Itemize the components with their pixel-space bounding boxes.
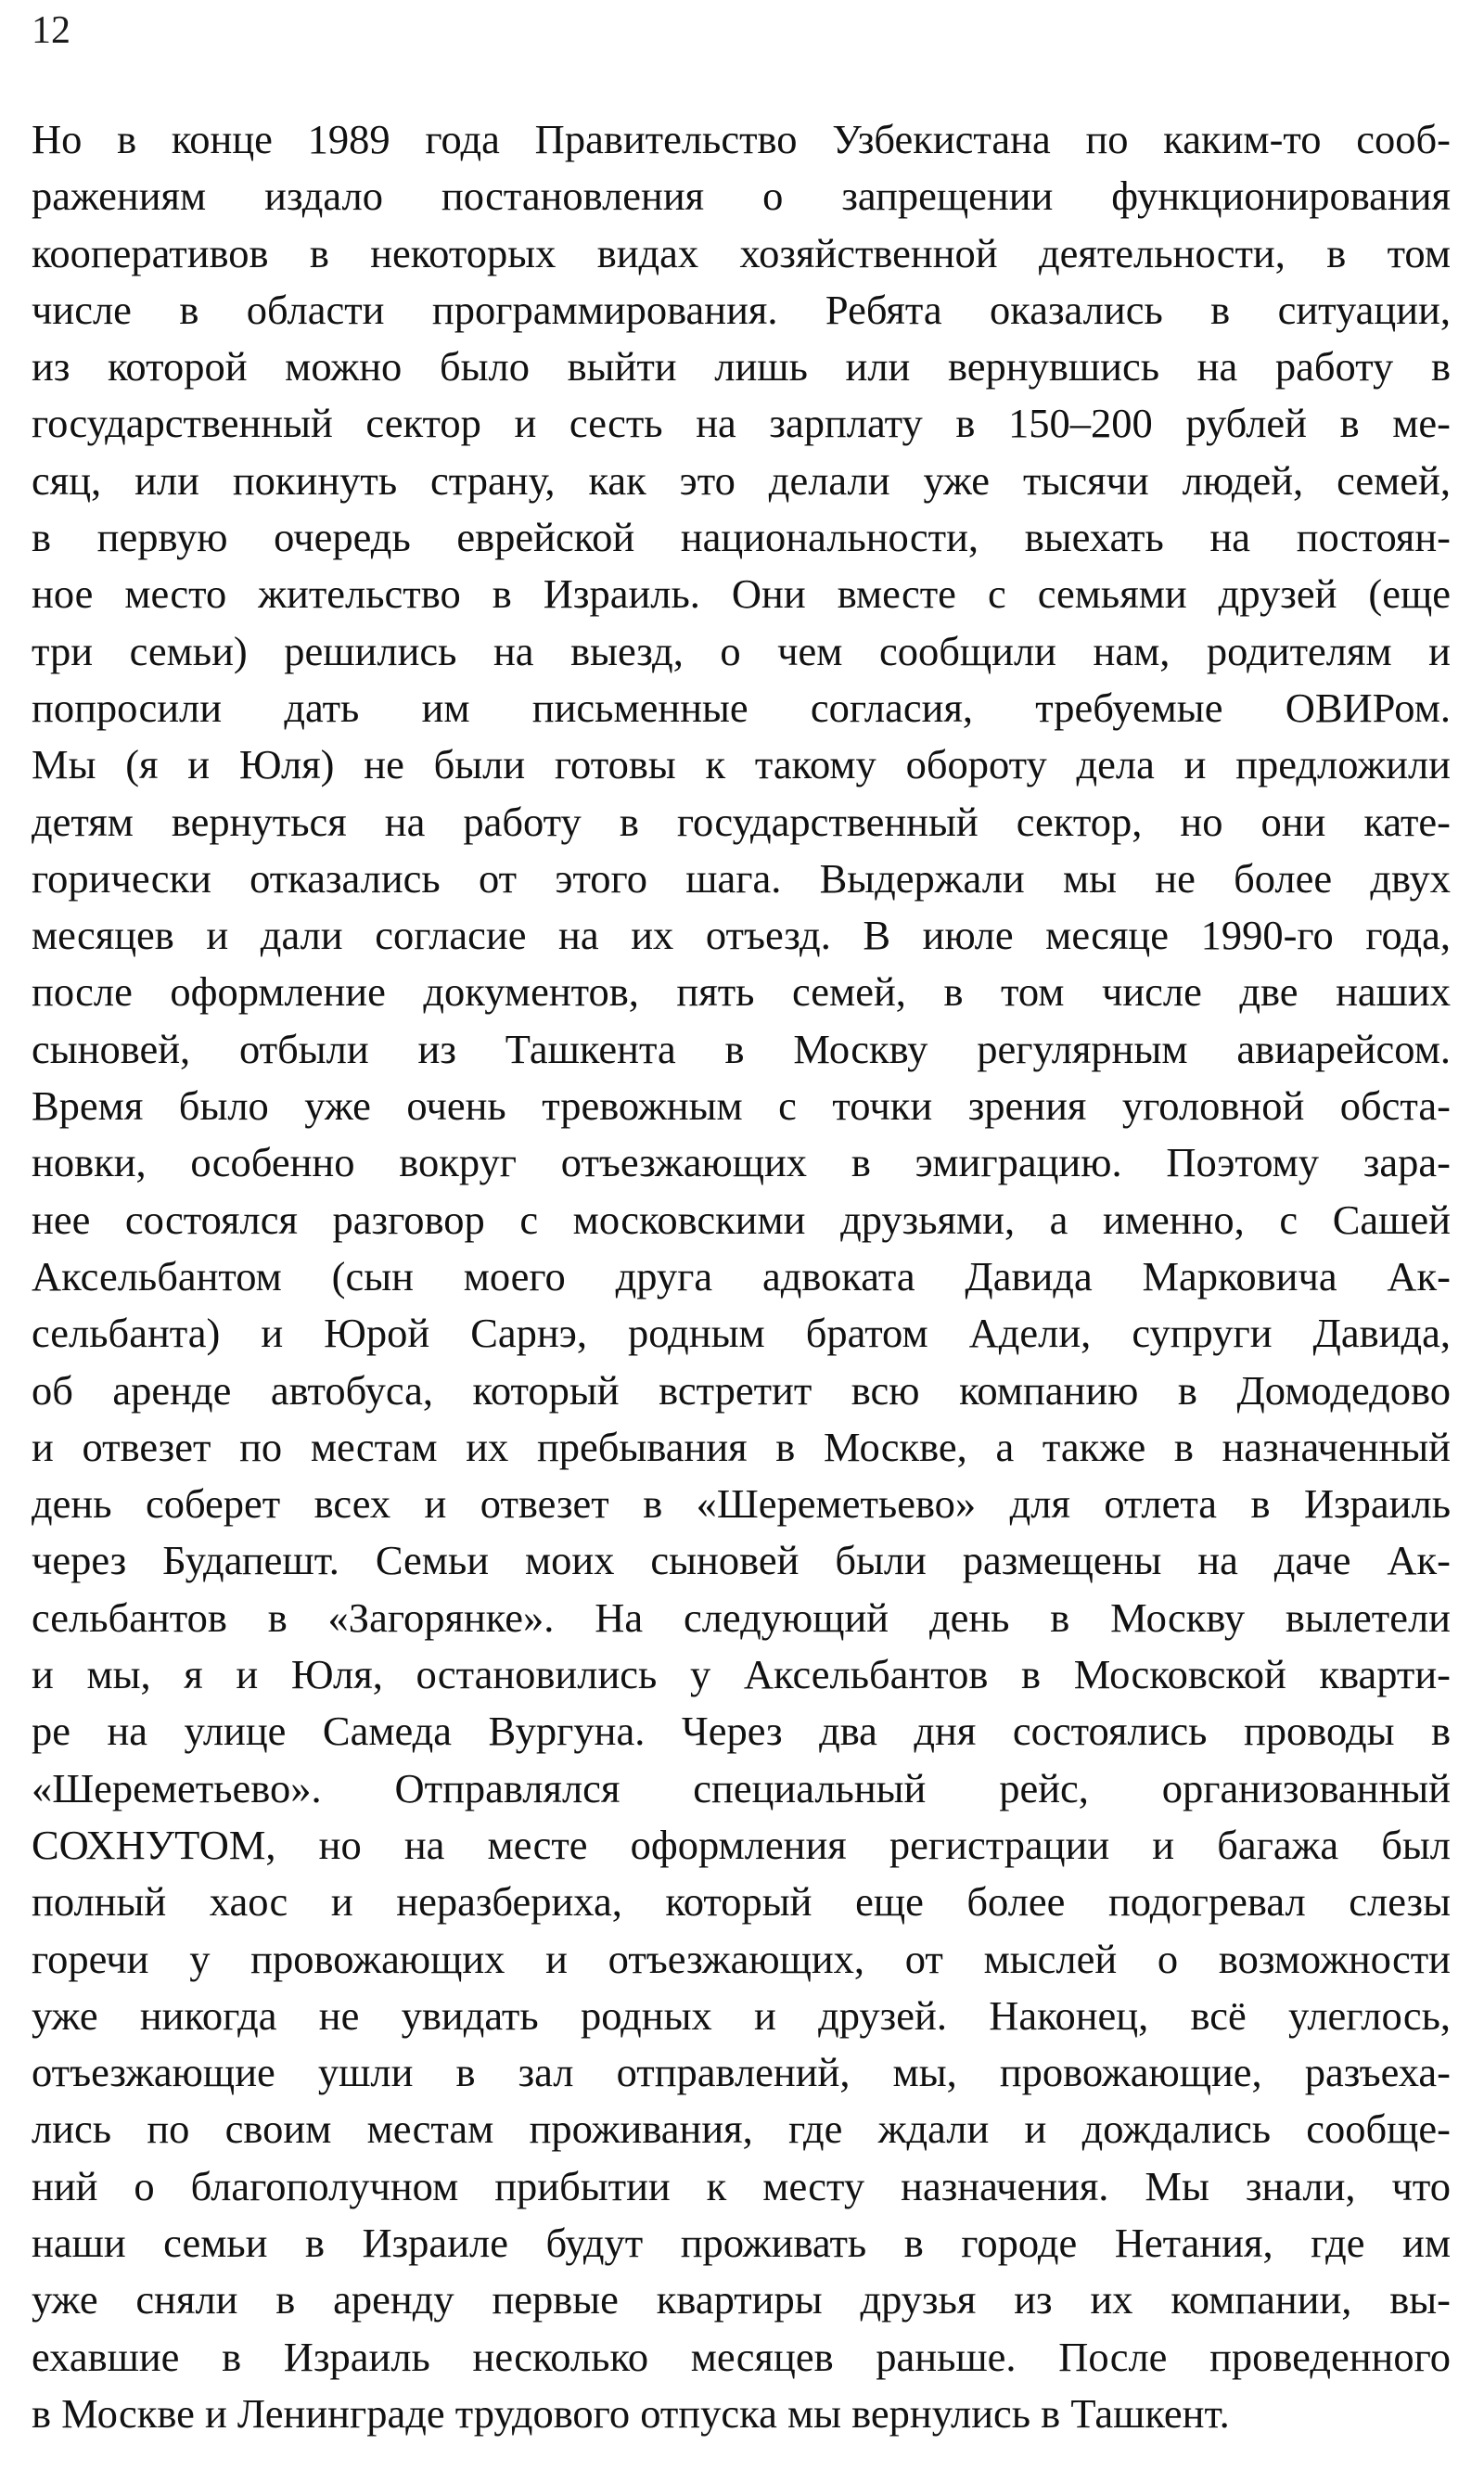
text-line: детям вернуться на работу в государственный сектор, но они кате-: [32, 798, 1451, 845]
text-line: ное место жительство в Израиль. Они вместе с семьями друзей (еще: [32, 570, 1451, 618]
text-line: кооперативов в некоторых видах хозяйственной деятельности, в том: [32, 229, 1451, 276]
text-line: сельбанта) и Юрой Сарнэ, родным братом Адели, супруги Давида,: [32, 1310, 1451, 1357]
text-line: уже никогда не увидать родных и друзей. Наконец, всё улеглось,: [32, 1991, 1451, 2039]
body-text: [32, 111, 1451, 2442]
text-line: сыновей, отбыли из Ташкента в Москву регулярным авиарейсом.: [32, 1025, 1451, 1072]
text-line: нее состоялся разговор с московскими друзьями, а именно, с Сашей: [32, 1196, 1451, 1243]
text-line: ехавшие в Израиль несколько месяцев раньше. После проведенного: [32, 2333, 1451, 2380]
text-line: Время было уже очень тревожным с точки зрения уголовной обста-: [32, 1082, 1451, 1130]
text-line: в первую очередь еврейской национальности, выехать на постоян-: [32, 514, 1451, 561]
text-line: горически отказались от этого шага. Выдержали мы не более двух: [32, 854, 1451, 902]
text-line: государственный сектор и сесть на зарплату в 150–200 рублей в ме-: [32, 400, 1451, 447]
page-number: 12: [32, 9, 70, 52]
text-line: числе в области программирования. Ребята оказались в ситуации,: [32, 286, 1451, 333]
text-line: наши семьи в Израиле будут проживать в городе Нетания, где им: [32, 2219, 1451, 2266]
text-line: ний о благополучном прибытии к месту назначения. Мы знали, что: [32, 2162, 1451, 2209]
text-line: через Будапешт. Семьи моих сыновей были размещены на даче Ак-: [32, 1537, 1451, 1584]
text-line: полный хаос и неразбериха, который еще более подогревал слезы: [32, 1878, 1451, 1926]
text-line: об аренде автобуса, который встретит всю компанию в Домодедово: [32, 1366, 1451, 1414]
text-line: уже сняли в аренду первые квартиры друзья из их компании, вы-: [32, 2276, 1451, 2323]
text-line: «Шереметьево». Отправлялся специальный рейс, организованный: [32, 1764, 1451, 1811]
text-line: ражениям издало постановления о запрещении функционирования: [32, 173, 1451, 220]
text-line: и отвезет по местам их пребывания в Москве, а также в назначенный: [32, 1423, 1451, 1470]
text-line: день соберет всех и отвезет в «Шереметьево» для отлета в Израиль: [32, 1480, 1451, 1528]
text-line: месяцев и дали согласие на их отъезд. В июле месяце 1990-го года,: [32, 912, 1451, 959]
text-line: ре на улице Самеда Вургуна. Через два дня состоялись проводы в: [32, 1708, 1451, 1755]
text-line: Мы (я и Юля) не были готовы к такому обороту дела и предложили: [32, 741, 1451, 788]
text-line: СОХНУТОМ, но на месте оформления регистрации и багажа был: [32, 1821, 1451, 1868]
text-line: горечи у провожающих и отъезжающих, от мыслей о возможности: [32, 1935, 1451, 1982]
text-line: Но в конце 1989 года Правительство Узбекистана по каким-то сооб-: [32, 116, 1451, 162]
text-line: из которой можно было выйти лишь или вернувшись на работу в: [32, 343, 1451, 390]
text-line: отъезжающие ушли в зал отправлений, мы, провожающие, разъеха-: [32, 2049, 1451, 2096]
text-line: три семьи) решились на выезд, о чем сообщили нам, родителям и: [32, 627, 1451, 674]
text-line: сяц, или покинуть страну, как это делали уже тысячи людей, семей,: [32, 456, 1451, 504]
text-line: после оформление документов, пять семей, в том числе две наших: [32, 968, 1451, 1016]
text-line: в Москве и Ленинграде трудового отпуска мы вернулись в Ташкент.: [32, 2389, 1230, 2437]
text-line: лись по своим местам проживания, где ждали и дождались сообще-: [32, 2105, 1451, 2153]
text-line: попросили дать им письменные согласия, требуемые ОВИРом.: [32, 684, 1451, 731]
text-line: новки, особенно вокруг отъезжающих в эмиграцию. Поэтому зара-: [32, 1139, 1451, 1186]
text-line: и мы, я и Юля, остановились у Аксельбантов в Московской кварти-: [32, 1651, 1451, 1698]
text-line: Аксельбантом (сын моего друга адвоката Давида Марковича Ак-: [32, 1252, 1451, 1299]
text-line: сельбантов в «Загорянке». На следующий день в Москву вылетели: [32, 1593, 1451, 1641]
